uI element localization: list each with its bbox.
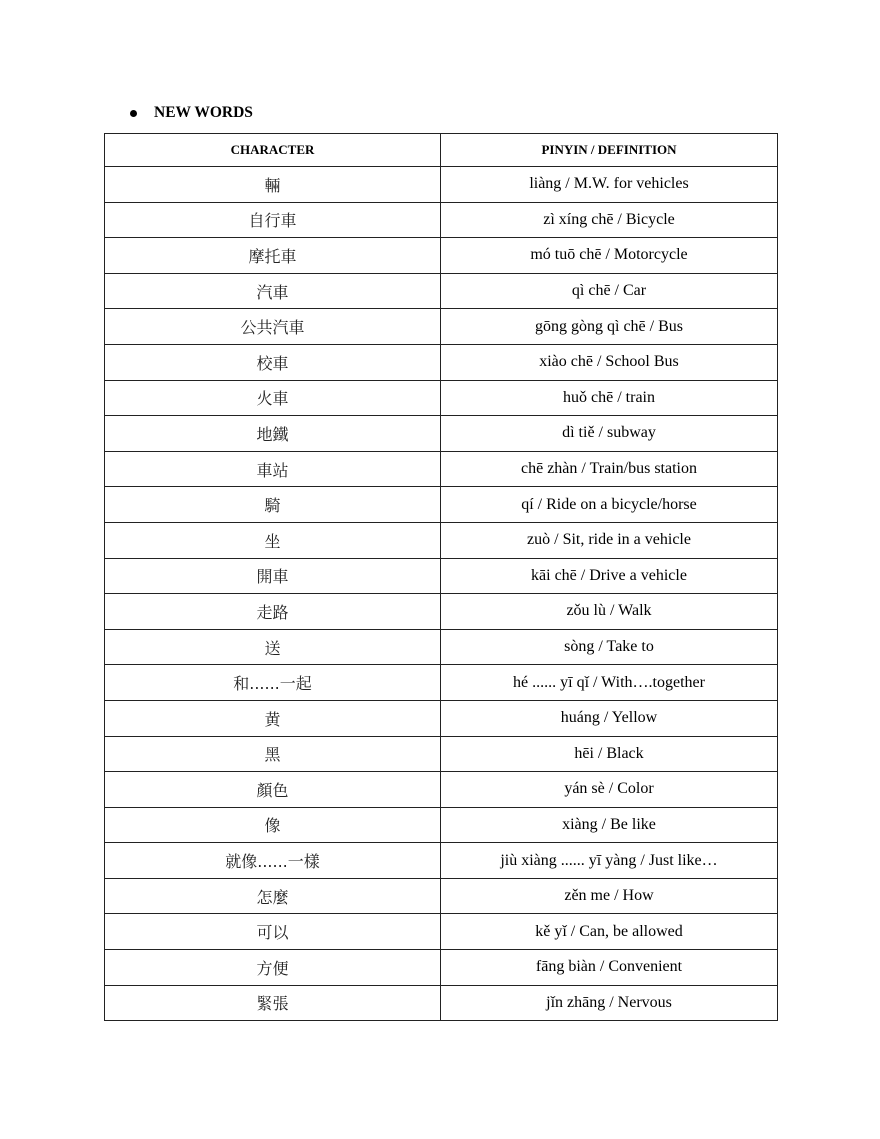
character-cell: 開車: [105, 558, 441, 594]
definition-cell: yán sè / Color: [441, 772, 778, 808]
character-cell: 火車: [105, 380, 441, 416]
table-header-row: [105, 134, 778, 167]
definition-cell: sòng / Take to: [441, 629, 778, 665]
table-row: [105, 380, 778, 416]
character-cell: 騎: [105, 487, 441, 523]
definition-cell: zì xíng chē / Bicycle: [441, 202, 778, 238]
definition-cell: mó tuō chē / Motorcycle: [441, 238, 778, 274]
section-heading-text: NEW WORDS: [154, 104, 253, 121]
character-cell: 就像......一樣: [105, 843, 441, 879]
character-cell: 公共汽車: [105, 309, 441, 345]
character-cell: 緊張: [105, 985, 441, 1021]
table-row: [105, 487, 778, 523]
table-row: [105, 665, 778, 701]
character-cell: 坐: [105, 522, 441, 558]
table-row: [105, 309, 778, 345]
table-row: [105, 772, 778, 808]
character-cell: 顏色: [105, 772, 441, 808]
table-row: [105, 629, 778, 665]
character-cell: 汽車: [105, 273, 441, 309]
table-row: [105, 950, 778, 986]
character-cell: 校車: [105, 344, 441, 380]
character-cell: 方便: [105, 950, 441, 986]
definition-cell: hēi / Black: [441, 736, 778, 772]
definition-cell: kāi chē / Drive a vehicle: [441, 558, 778, 594]
definition-cell: xiào chē / School Bus: [441, 344, 778, 380]
section-heading: [130, 104, 253, 122]
character-cell: 自行車: [105, 202, 441, 238]
definition-cell: qì chē / Car: [441, 273, 778, 309]
table-row: [105, 558, 778, 594]
character-cell: 輛: [105, 167, 441, 203]
character-cell: 地鐵: [105, 416, 441, 452]
definition-cell: gōng gòng qì chē / Bus: [441, 309, 778, 345]
definition-cell: jiù xiàng ...... yī yàng / Just like…: [441, 843, 778, 879]
definition-cell: huǒ chē / train: [441, 380, 778, 416]
character-cell: 可以: [105, 914, 441, 950]
table-row: [105, 344, 778, 380]
character-cell: 黄: [105, 700, 441, 736]
table-row: [105, 416, 778, 452]
table-row: [105, 914, 778, 950]
definition-cell: liàng / M.W. for vehicles: [441, 167, 778, 203]
definition-cell: zuò / Sit, ride in a vehicle: [441, 522, 778, 558]
bullet-icon: [130, 110, 137, 117]
character-cell: 怎麼: [105, 878, 441, 914]
table-row: [105, 167, 778, 203]
definition-cell: xiàng / Be like: [441, 807, 778, 843]
character-cell: 和......一起: [105, 665, 441, 701]
table-row: [105, 522, 778, 558]
definition-cell: fāng biàn / Convenient: [441, 950, 778, 986]
definition-cell: chē zhàn / Train/bus station: [441, 451, 778, 487]
definition-cell: dì tiě / subway: [441, 416, 778, 452]
table-row: [105, 202, 778, 238]
table-row: [105, 985, 778, 1021]
vocabulary-table: [104, 133, 778, 1021]
character-cell: 送: [105, 629, 441, 665]
table-row: [105, 700, 778, 736]
definition-cell: kě yǐ / Can, be allowed: [441, 914, 778, 950]
character-cell: 車站: [105, 451, 441, 487]
character-cell: 黑: [105, 736, 441, 772]
table-row: [105, 273, 778, 309]
column-header-definition: PINYIN / DEFINITION: [441, 134, 778, 167]
definition-cell: huáng / Yellow: [441, 700, 778, 736]
definition-cell: zǒu lù / Walk: [441, 594, 778, 630]
table-row: [105, 594, 778, 630]
column-header-character: CHARACTER: [105, 134, 441, 167]
definition-cell: zěn me / How: [441, 878, 778, 914]
definition-cell: hé ...... yī qǐ / With….together: [441, 665, 778, 701]
character-cell: 走路: [105, 594, 441, 630]
table-row: [105, 238, 778, 274]
table-row: [105, 843, 778, 879]
table-row: [105, 736, 778, 772]
table-row: [105, 451, 778, 487]
definition-cell: jǐn zhāng / Nervous: [441, 985, 778, 1021]
character-cell: 像: [105, 807, 441, 843]
table-row: [105, 878, 778, 914]
definition-cell: qí / Ride on a bicycle/horse: [441, 487, 778, 523]
table-body: [105, 167, 778, 1021]
character-cell: 摩托車: [105, 238, 441, 274]
table-row: [105, 807, 778, 843]
